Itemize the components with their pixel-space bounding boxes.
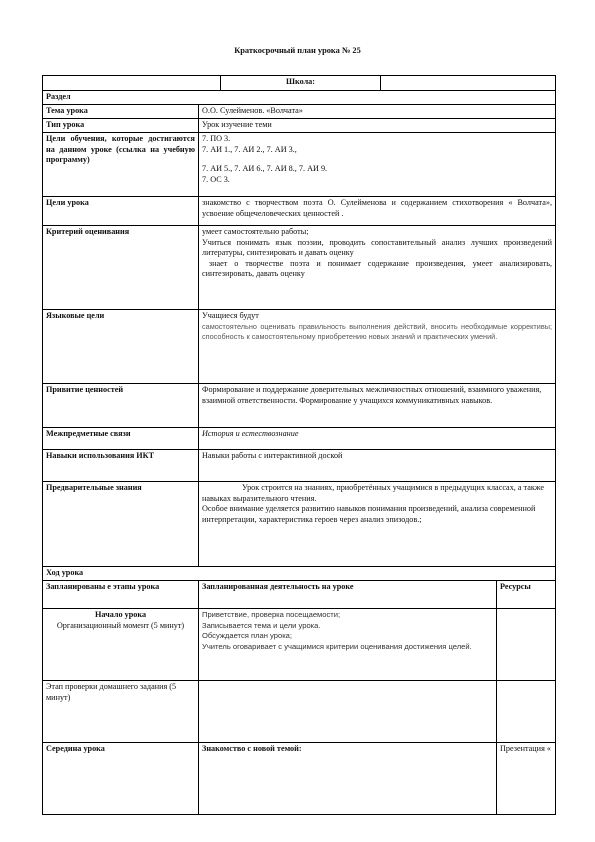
start-stage-title: Начало урока [94, 610, 147, 619]
ict-label: Навыки использования ИКТ [43, 450, 199, 482]
topic-label: Тема урока [43, 105, 199, 119]
middle-resources: Презентация « [497, 743, 556, 815]
prior-p1: Урок строится на знаниях, приобретённых учащимися в предыдущих классах, а также навыках выразительного чтения. [202, 483, 545, 503]
criteria-line: Учиться понимать язык поэзии, проводить сопоставительный анализ лучших произведений литературы, синтезировать и давать оценку [202, 237, 552, 258]
criteria-line: умеет самостоятельно работы; [202, 227, 309, 236]
flow-header-resources: Ресурсы [497, 581, 556, 609]
start-activity [199, 609, 497, 681]
language-line1: Учащиеся будут [202, 311, 259, 320]
homework-activity [199, 681, 497, 743]
cross-value: История и естествознание [199, 428, 556, 450]
prior-value [199, 482, 556, 567]
type-label: Тип урока [43, 119, 199, 133]
criteria-label: Критерий оценивания [43, 226, 199, 310]
middle-activity: Знакомство с новой темой: [199, 743, 497, 815]
flow-header-activity: Запланированная деятельность на уроке [199, 581, 497, 609]
school-value-cell [381, 76, 556, 91]
start-resources [497, 609, 556, 681]
goals-label: Цели обучения, которые достигаются на данном уроке (ссылка на учебную программу) [43, 133, 199, 197]
activity-line: Записывается тема и цели урока. [202, 620, 321, 630]
page-title: Краткосрочный план урока № 25 [234, 46, 361, 55]
criteria-line: знает о творчестве поэта и понимает содержание произведения, умеет анализировать, синтезировать, давать оценку [202, 258, 555, 279]
goals-line: 7. ПО 3. [202, 134, 231, 143]
language-value [199, 310, 556, 384]
language-label: Языковые цели [43, 310, 199, 384]
school-label: Школа: [221, 76, 381, 91]
prior-label: Предварительные знания [43, 482, 199, 567]
type-value: Урок изучение теми [199, 119, 556, 133]
lesson-goals-label: Цели урока [43, 197, 199, 226]
homework-stage: Этап проверки домашнего задания (5 минут) [43, 681, 199, 743]
goals-value [199, 133, 556, 197]
cross-label: Межпредметные связи [43, 428, 199, 450]
flow-header-stage: Запланированы е этапы урока [43, 581, 199, 609]
activity-line: Приветствие, проверка посещаемости; [202, 610, 341, 619]
goals-line: 7. ОС 3. [202, 174, 230, 184]
goals-line: 7. АИ 1., 7. АИ 2., 7. АИ 3., [202, 144, 297, 154]
prior-p2: Особое внимание уделяется развитию навыков понимания произведений, анализа современной интерпретации, характеристика героев через анализ эпизодов.; [202, 504, 536, 524]
activity-line: Обсуждается план урока; [202, 631, 293, 641]
section-label: Раздел [43, 91, 556, 105]
language-line2: самостоятельно оценивать правильность выполнения действий, вносить необходимые коррективы; способность к самостоятельному приобретению новых знаний и практических умений. [202, 321, 552, 341]
lesson-goals-value: знакомство с творчеством поэта О. Сулейменова и содержанием стихотворения « Волчата», усвоение общечеловеческих ценностей . [199, 197, 556, 226]
values-label: Привитие ценностей [43, 384, 199, 428]
activity-line: Учитель оговаривает с учащимися критерии оценивания достижения целей. [202, 641, 472, 651]
flow-label: Ход урока [43, 567, 556, 581]
criteria-value [199, 226, 556, 310]
values-value: Формирование и поддержание доверительных межличностных отношений, взаимного уважения, взаимной ответственности. Формирование у учащихся коммуникативных навыков. [199, 384, 556, 428]
middle-stage: Середина урока [43, 743, 199, 815]
ict-value: Навыки работы с интерактивной доской [199, 450, 556, 482]
homework-resources [497, 681, 556, 743]
start-stage-sub: Организационный момент (5 минут) [56, 620, 185, 630]
header-blank-cell [43, 76, 221, 91]
plan-table [42, 75, 556, 815]
lesson-plan [42, 75, 555, 815]
topic-value: О.О. Сулейменов. «Волчата» [199, 105, 556, 119]
start-stage [43, 609, 199, 681]
goals-line: 7. АИ 5., 7. АИ 6., 7. АИ 8., 7. АИ 9. [202, 164, 328, 174]
